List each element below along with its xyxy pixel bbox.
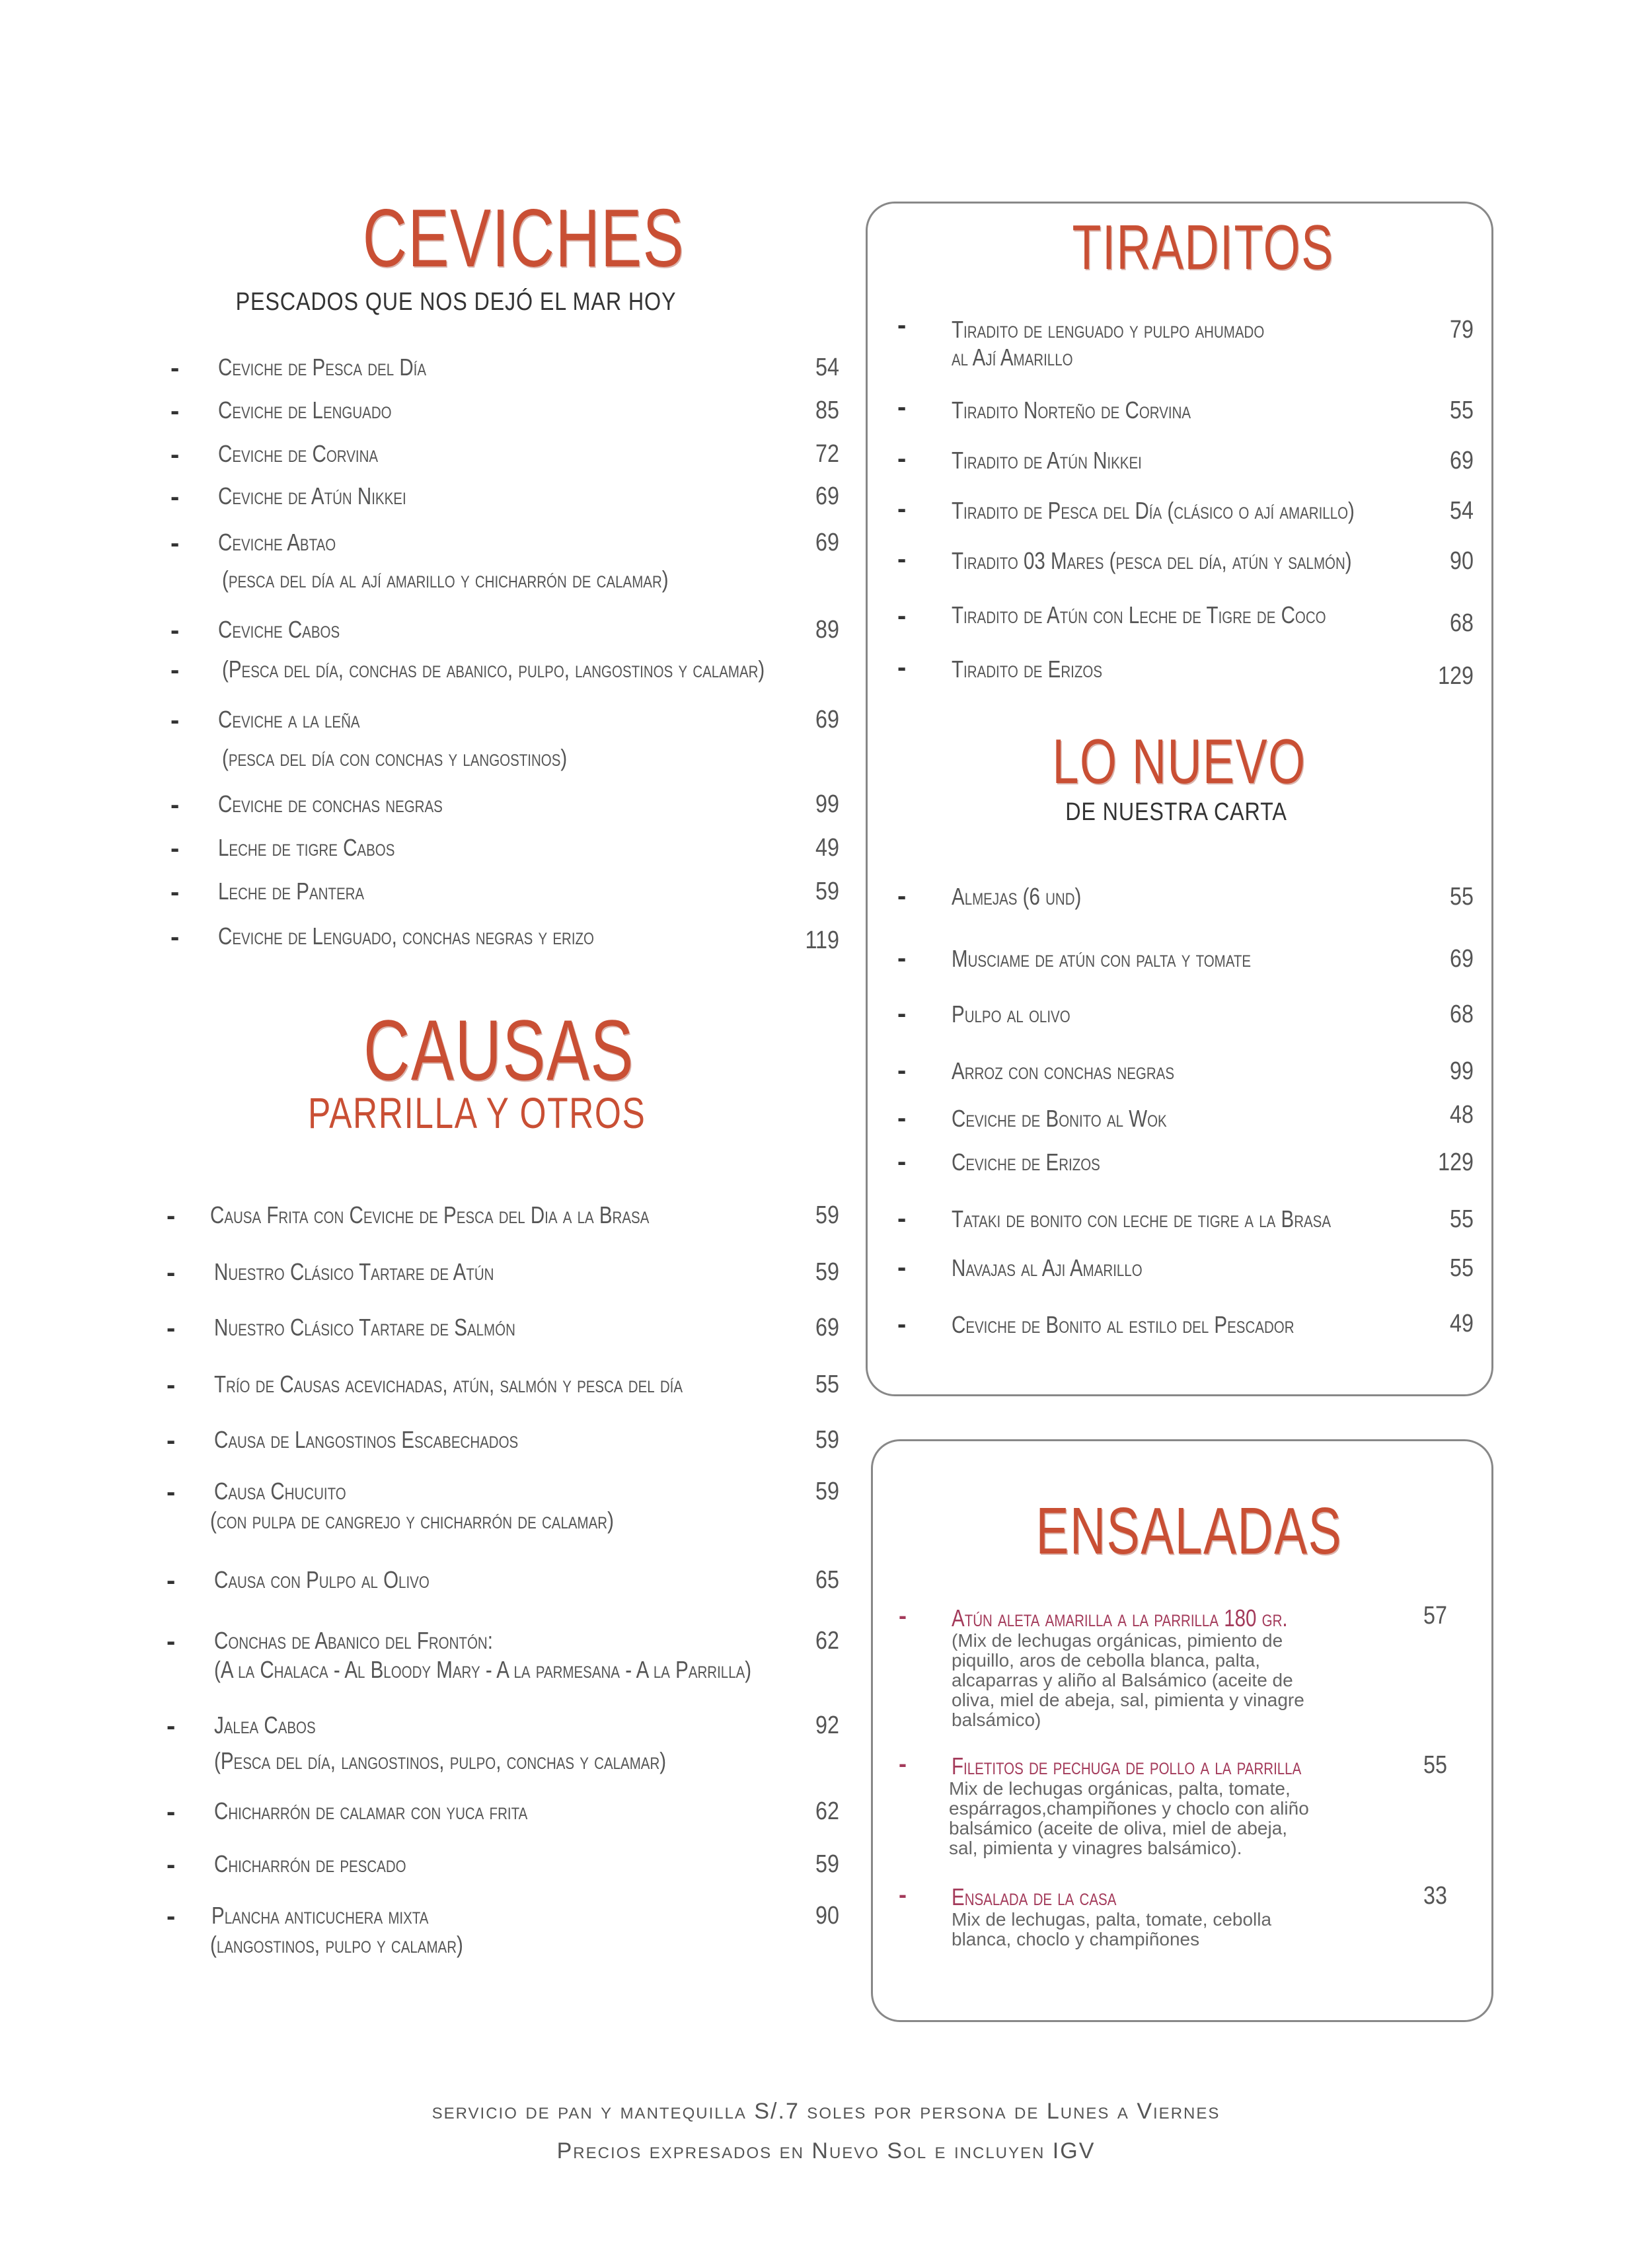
item-price: 55 xyxy=(1423,1751,1447,1779)
bullet-dash: - xyxy=(167,1902,176,1931)
bullet-dash: - xyxy=(899,1602,907,1629)
list-item: Ceviche de Pesca del Día xyxy=(218,354,427,381)
bullet-dash: - xyxy=(897,444,907,473)
bullet-dash: - xyxy=(167,1371,176,1400)
item-price: 69 xyxy=(815,1314,839,1341)
item-price: 85 xyxy=(815,396,839,424)
list-item: Chicharrón de calamar con yuca frita xyxy=(214,1797,528,1824)
item-price: 90 xyxy=(1450,547,1474,575)
footer-prices-note: Precios expresados en Nuevo Sol e incluyen IGV xyxy=(556,2138,1096,2163)
bullet-dash: - xyxy=(170,616,180,645)
list-item: Causa con Pulpo al Olivo xyxy=(214,1566,430,1593)
list-item: Trío de Causas acevichadas, atún, salmón y pesca del día xyxy=(214,1371,683,1398)
item-price: 69 xyxy=(1450,945,1474,973)
item-price: 69 xyxy=(1450,447,1474,474)
item-description: Mix de lechugas, palta, tomate, cebolla blanca, choclo y champiñones xyxy=(952,1909,1272,1949)
bullet-dash: - xyxy=(170,440,180,469)
list-item: Tiradito Norteño de Corvina xyxy=(952,396,1191,424)
tiraditos-title: TIRADITOS xyxy=(1072,212,1334,283)
bullet-dash: - xyxy=(167,1258,176,1287)
list-item: Almejas (6 und) xyxy=(952,883,1082,910)
item-price: 69 xyxy=(815,706,839,733)
item-price: 49 xyxy=(815,834,839,862)
item-price: 62 xyxy=(815,1797,839,1825)
item-description: (A la Chalaca - Al Bloody Mary - A la parmesana - A la Parrilla) xyxy=(214,1656,752,1683)
list-item: Jalea Cabos xyxy=(214,1711,316,1739)
item-price: 69 xyxy=(815,529,839,556)
bullet-dash: - xyxy=(170,790,180,819)
list-item: Ceviche Abtao xyxy=(218,529,336,556)
list-item: Causa Chucuito xyxy=(214,1478,346,1505)
list-item: Tataki de bonito con leche de tigre a la Brasa xyxy=(952,1205,1332,1232)
bullet-dash: - xyxy=(170,396,180,426)
list-item: Leche de Pantera xyxy=(218,878,365,905)
list-item: Pulpo al olivo xyxy=(952,1000,1070,1028)
bullet-dash: - xyxy=(167,1850,176,1879)
list-item: Filetitos de pechuga de pollo a la parrilla xyxy=(952,1752,1302,1780)
ceviches-subtitle: PESCADOS QUE NOS DEJÓ EL MAR HOY xyxy=(235,288,677,316)
list-item: Tiradito de Pesca del Día (clásico o ají amarillo) xyxy=(952,497,1355,524)
bullet-dash: - xyxy=(167,1566,176,1595)
list-item: Ceviche de Corvina xyxy=(218,440,379,467)
bullet-dash: - xyxy=(167,1201,176,1230)
ceviches-title: CEVICHES xyxy=(362,193,685,284)
bullet-dash: - xyxy=(897,393,907,422)
list-item: Atún aleta amarilla a la parrilla 180 gr. xyxy=(952,1604,1288,1632)
bullet-dash: - xyxy=(897,601,907,630)
bullet-dash: - xyxy=(167,1797,176,1826)
item-description: (langostinos, pulpo y calamar) xyxy=(210,1931,463,1958)
bullet-dash: - xyxy=(897,311,907,340)
bullet-dash: - xyxy=(170,922,180,952)
list-item: Plancha anticuchera mixta xyxy=(211,1902,429,1929)
list-item: Ceviche de Atún Nikkei xyxy=(218,482,406,509)
list-item: Navajas al Aji Amarillo xyxy=(952,1254,1143,1281)
causas-title: CAUSAS xyxy=(363,1002,634,1098)
item-price: 59 xyxy=(815,1426,839,1454)
item-price: 59 xyxy=(815,1258,839,1286)
item-price: 89 xyxy=(815,616,839,644)
list-item: Chicharrón de pescado xyxy=(214,1850,406,1877)
bullet-dash: - xyxy=(167,1627,176,1656)
bullet-dash: - xyxy=(170,834,180,863)
item-price: 62 xyxy=(815,1627,839,1655)
list-item: Causa de Langostinos Escabechados xyxy=(214,1426,519,1453)
causas-subtitle: PARRILLA Y OTROS xyxy=(308,1088,646,1137)
bullet-dash: - xyxy=(897,545,907,574)
item-price: 59 xyxy=(815,878,839,905)
bullet-dash: - xyxy=(897,1204,907,1233)
list-item: Ceviche de Bonito al Wok xyxy=(952,1105,1167,1132)
bullet-dash: - xyxy=(167,1426,176,1455)
bullet-dash: - xyxy=(897,494,907,523)
list-item: Nuestro Clásico Tartare de Atún xyxy=(214,1258,494,1285)
lonuevo-subtitle: DE NUESTRA CARTA xyxy=(1065,798,1287,826)
bullet-dash: - xyxy=(170,656,180,685)
item-price: 54 xyxy=(815,354,839,381)
bullet-dash: - xyxy=(899,1750,907,1777)
list-item: Ceviche a la leña xyxy=(218,706,360,733)
bullet-dash: - xyxy=(897,1310,907,1339)
list-item: Arroz con conchas negras xyxy=(952,1057,1175,1084)
item-price: 55 xyxy=(815,1371,839,1398)
list-item: Tiradito de lenguado y pulpo ahumado xyxy=(952,316,1265,343)
list-item: Tiradito de Erizos xyxy=(952,656,1103,683)
item-description: (con pulpa de cangrejo y chicharrón de calamar) xyxy=(210,1507,614,1534)
item-price: 55 xyxy=(1450,1205,1474,1233)
bullet-dash: - xyxy=(170,878,180,907)
list-item: Leche de tigre Cabos xyxy=(218,834,395,861)
item-price: 129 xyxy=(1438,1148,1474,1176)
bullet-dash: - xyxy=(899,1881,907,1908)
item-price: 92 xyxy=(815,1711,839,1739)
item-price: 99 xyxy=(815,790,839,818)
bullet-dash: - xyxy=(897,1104,907,1133)
footer-bread-service: servicio de pan y mantequilla S/.7 soles por persona de Lunes a Viernes xyxy=(432,2099,1220,2124)
item-price: 72 xyxy=(815,440,839,468)
item-price: 65 xyxy=(815,1566,839,1594)
list-item: Tiradito 03 Mares (pesca del día, atún y salmón) xyxy=(952,547,1352,574)
item-price: 59 xyxy=(815,1478,839,1505)
bullet-dash: - xyxy=(170,354,180,383)
bullet-dash: - xyxy=(170,482,180,511)
list-item: Ceviche de Lenguado, conchas negras y erizo xyxy=(218,922,595,950)
list-item-continued: al Ají Amarillo xyxy=(952,344,1073,371)
bullet-dash: - xyxy=(897,944,907,973)
bullet-dash: - xyxy=(897,882,907,911)
item-price: 119 xyxy=(805,926,839,954)
bullet-dash: - xyxy=(897,1253,907,1282)
list-item: Ceviche Cabos xyxy=(218,616,340,643)
item-price: 48 xyxy=(1450,1101,1474,1129)
item-price: 54 xyxy=(1450,497,1474,525)
item-description: (pesca del día con conchas y langostinos) xyxy=(222,744,568,771)
item-price: 55 xyxy=(1450,396,1474,424)
item-price: 59 xyxy=(815,1850,839,1878)
item-price: 69 xyxy=(815,482,839,510)
item-price: 68 xyxy=(1450,609,1474,637)
item-description: (pesca del día al ají amarillo y chicharrón de calamar) xyxy=(222,566,669,593)
item-price: 59 xyxy=(815,1201,839,1229)
bullet-dash: - xyxy=(170,706,180,735)
bullet-dash: - xyxy=(897,653,907,682)
list-item: Conchas de Abanico del Frontón: xyxy=(214,1627,493,1654)
list-item: Nuestro Clásico Tartare de Salmón xyxy=(214,1314,515,1341)
list-item: Ceviche de Bonito al estilo del Pescador xyxy=(952,1311,1295,1338)
item-price: 90 xyxy=(815,1902,839,1930)
item-price: 99 xyxy=(1450,1057,1474,1085)
item-price: 55 xyxy=(1450,883,1474,911)
bullet-dash: - xyxy=(167,1711,176,1741)
item-description: (Mix de lechugas orgánicas, pimiento de piquillo, aros de cebolla blanca, palta, alcaparras y aliño al Balsámico (aceite de oliva, miel de abeja, sal, pimienta y vinagre balsámico) xyxy=(952,1630,1304,1730)
bullet-dash: - xyxy=(897,999,907,1028)
item-price: 57 xyxy=(1423,1602,1447,1630)
item-description: (Pesca del día, langostinos, pulpo, conchas y calamar) xyxy=(214,1747,667,1774)
list-item: Causa Frita con Ceviche de Pesca del Dia a la Brasa xyxy=(210,1201,650,1228)
item-price: 79 xyxy=(1450,316,1474,344)
item-price: 33 xyxy=(1423,1882,1447,1910)
list-item: Tiradito de Atún Nikkei xyxy=(952,447,1142,474)
item-description: Mix de lechugas orgánicas, palta, tomate, espárragos,champiñones y choclo con aliño balsámico (aceite de oliva, miel de abeja, sal, pimienta y vinagres balsámico). xyxy=(949,1778,1309,1858)
list-item: Ceviche de Lenguado xyxy=(218,396,392,424)
list-item: Musciame de atún con palta y tomate xyxy=(952,945,1252,972)
list-item: Ensalada de la casa xyxy=(952,1883,1117,1910)
bullet-dash: - xyxy=(897,1147,907,1176)
item-price: 49 xyxy=(1450,1310,1474,1337)
item-description: (Pesca del día, conchas de abanico, pulpo, langostinos y calamar) xyxy=(222,656,765,683)
bullet-dash: - xyxy=(170,529,180,558)
item-price: 129 xyxy=(1438,662,1474,690)
bullet-dash: - xyxy=(167,1478,176,1507)
item-price: 55 xyxy=(1450,1254,1474,1282)
lonuevo-title: LO NUEVO xyxy=(1052,726,1306,797)
list-item: Tiradito de Atún con Leche de Tigre de Coco xyxy=(952,601,1326,628)
list-item: Ceviche de Erizos xyxy=(952,1148,1100,1176)
bullet-dash: - xyxy=(167,1314,176,1343)
list-item: Ceviche de conchas negras xyxy=(218,790,443,817)
bullet-dash: - xyxy=(897,1056,907,1085)
item-price: 68 xyxy=(1450,1000,1474,1028)
ensaladas-title: ENSALADAS xyxy=(1035,1494,1343,1568)
